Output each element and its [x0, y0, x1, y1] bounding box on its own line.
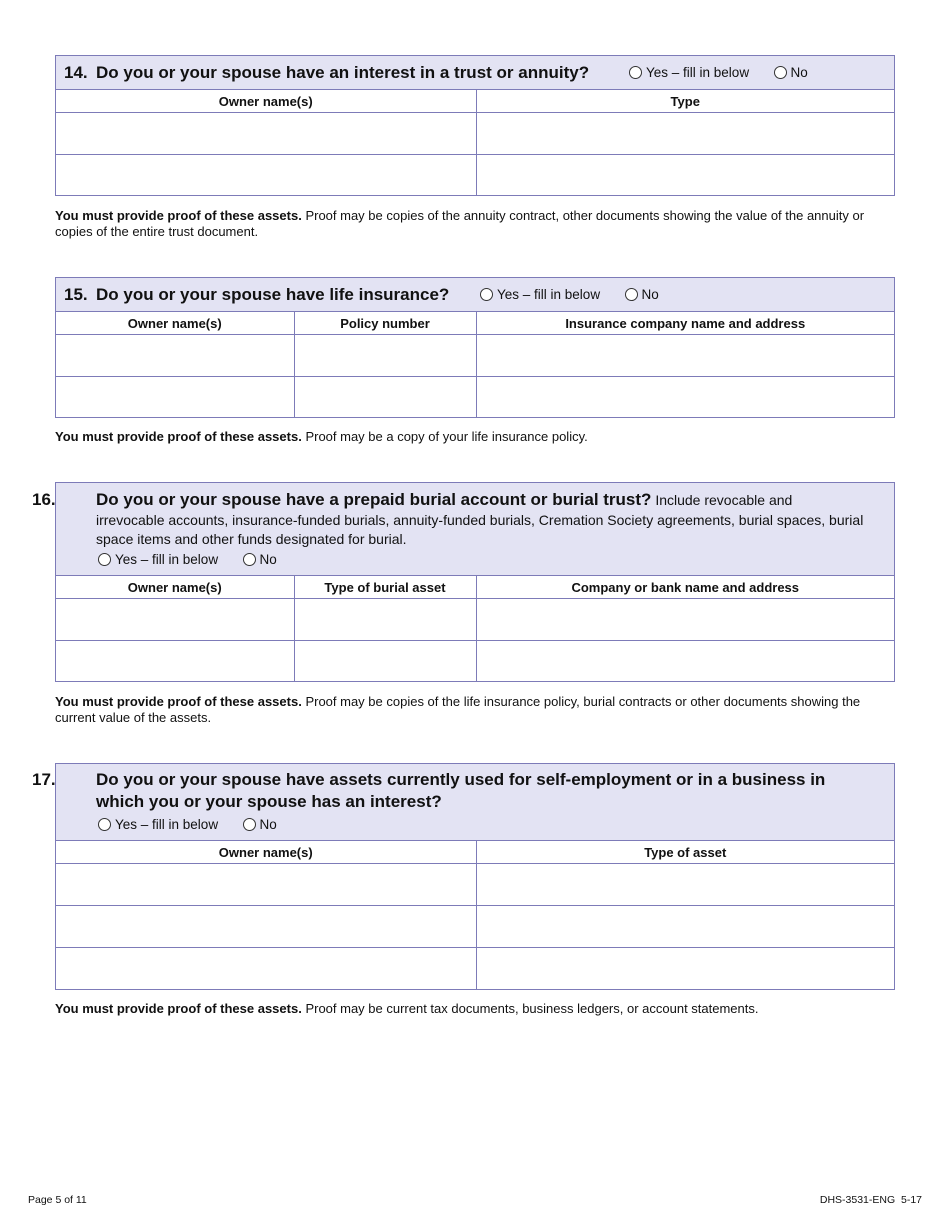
q16-title: 16. Do you or your spouse have a prepaid burial account or burial trust?	[32, 490, 652, 509]
table-row	[56, 864, 894, 906]
column-header: Policy number	[294, 312, 476, 335]
table-row	[56, 155, 894, 197]
table-row	[56, 641, 894, 683]
radio-circle-icon	[98, 818, 111, 831]
q16-table	[56, 576, 894, 682]
asset-type-field[interactable]	[476, 906, 894, 948]
page-number: Page 5 of 11	[28, 1194, 87, 1206]
insurance-company-field[interactable]	[476, 335, 894, 377]
q14-no-radio[interactable]: No	[774, 65, 808, 80]
owner-name-field[interactable]	[56, 599, 294, 641]
type-field[interactable]	[476, 113, 894, 155]
owner-name-field[interactable]	[56, 641, 294, 683]
radio-circle-icon	[243, 818, 256, 831]
column-header: Type of asset	[476, 841, 894, 864]
type-field[interactable]	[476, 155, 894, 197]
table-row	[56, 599, 894, 641]
radio-circle-icon	[625, 288, 638, 301]
burial-asset-type-field[interactable]	[294, 641, 476, 683]
column-header: Type of burial asset	[294, 576, 476, 599]
q14-note: You must provide proof of these assets. Proof may be copies of the annuity contract, other documents showing the value of the annuity or copies of the entire trust document.	[55, 208, 865, 239]
radio-circle-icon	[98, 553, 111, 566]
table-row	[56, 906, 894, 948]
q14-yes-radio[interactable]: Yes – fill in below	[629, 65, 749, 80]
q14-section	[55, 55, 895, 196]
column-header: Company or bank name and address	[476, 576, 894, 599]
q16-note: You must provide proof of these assets. Proof may be copies of the life insurance policy, burial contracts or other documents showing the current value of the assets.	[55, 694, 861, 725]
q16-no-radio[interactable]: No	[243, 552, 277, 567]
column-header: Insurance company name and address	[476, 312, 894, 335]
table-row	[56, 948, 894, 990]
column-header: Owner name(s)	[56, 90, 476, 113]
radio-circle-icon	[480, 288, 493, 301]
policy-number-field[interactable]	[294, 335, 476, 377]
q14-header	[56, 56, 894, 90]
q15-note: You must provide proof of these assets. Proof may be a copy of your life insurance policy.	[55, 429, 588, 444]
owner-name-field[interactable]	[56, 864, 476, 906]
q17-yes-radio[interactable]: Yes – fill in below	[98, 817, 218, 832]
insurance-company-field[interactable]	[476, 377, 894, 419]
q17-no-radio[interactable]: No	[243, 817, 277, 832]
q15-section	[55, 277, 895, 418]
radio-circle-icon	[629, 66, 642, 79]
column-header: Owner name(s)	[56, 312, 294, 335]
q14-title: 14. Do you or your spouse have an interest in a trust or annuity?	[64, 63, 590, 82]
owner-name-field[interactable]	[56, 113, 476, 155]
owner-name-field[interactable]	[56, 335, 294, 377]
owner-name-field[interactable]	[56, 948, 476, 990]
owner-name-field[interactable]	[56, 155, 476, 197]
owner-name-field[interactable]	[56, 906, 476, 948]
q16-description: Include revocable and irrevocable accounts, insurance-funded burials, annuity-funded burials, Cremation Society agreements, burial spaces, burial space items and other funds designated for burial.	[96, 492, 864, 547]
form-id: DHS-3531-ENG 5-17	[819, 1194, 922, 1206]
column-header: Owner name(s)	[56, 576, 294, 599]
radio-circle-icon	[243, 553, 256, 566]
company-bank-field[interactable]	[476, 641, 894, 683]
asset-type-field[interactable]	[476, 864, 894, 906]
q17-section	[32, 763, 895, 990]
q15-header	[56, 278, 894, 312]
q15-title: 15. Do you or your spouse have life insurance?	[64, 285, 450, 304]
column-header: Owner name(s)	[56, 841, 476, 864]
company-bank-field[interactable]	[476, 599, 894, 641]
q15-no-radio[interactable]: No	[625, 287, 659, 302]
q16-section	[32, 482, 895, 682]
burial-asset-type-field[interactable]	[294, 599, 476, 641]
q17-table	[56, 841, 894, 989]
q16-header	[32, 483, 894, 576]
radio-circle-icon	[774, 66, 787, 79]
q14-table	[56, 90, 894, 196]
table-row	[56, 113, 894, 155]
q17-note: You must provide proof of these assets. Proof may be current tax documents, business ledgers, or account statements.	[55, 1001, 759, 1016]
q15-yes-radio[interactable]: Yes – fill in below	[480, 287, 600, 302]
policy-number-field[interactable]	[294, 377, 476, 419]
table-row	[56, 335, 894, 377]
q17-header	[32, 764, 894, 841]
q17-title: 17. Do you or your spouse have assets currently used for self-employment or in a business in which you or your spouse has an interest?	[32, 770, 826, 811]
q15-table	[56, 312, 894, 418]
q16-yes-radio[interactable]: Yes – fill in below	[98, 552, 218, 567]
table-row	[56, 377, 894, 419]
asset-type-field[interactable]	[476, 948, 894, 990]
column-header: Type	[476, 90, 894, 113]
owner-name-field[interactable]	[56, 377, 294, 419]
